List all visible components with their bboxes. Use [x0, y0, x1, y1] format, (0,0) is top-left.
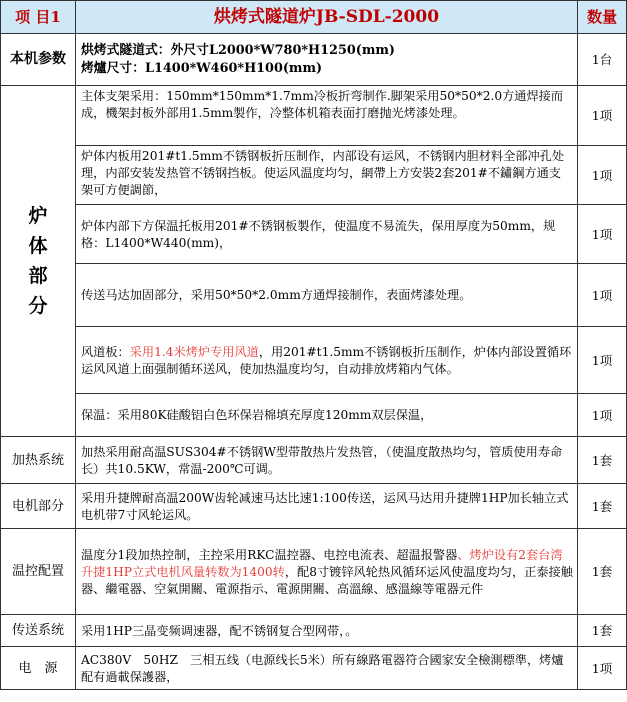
temp-text-pre: 温度分1段加热控制，主控采用RKC温控器、电控电流表、超温报警器 — [81, 547, 458, 562]
params-qty: 1台 — [578, 34, 627, 86]
category-heating: 加热系统 — [0, 437, 76, 484]
furnace-row-5-qty: 1项 — [578, 327, 627, 394]
motor-desc — [76, 484, 578, 529]
category-furnace — [0, 86, 76, 437]
heating-text: 加热采用耐高温SUS304#不锈钢W型带散热片发热管，（使温度散热均匀，管质使用寿命长）共10.5KW，常温-200℃可调。 — [81, 444, 563, 476]
temp-text — [81, 547, 573, 598]
category-power: 电 源 — [0, 647, 76, 690]
furnace-row-4-qty: 1项 — [578, 264, 627, 327]
header-item: 项 目1 — [0, 0, 76, 34]
params-line-1: 烘烤式隧道式：外尺寸L2000*W780*H1250(mm) — [81, 43, 395, 58]
temp-qty: 1套 — [578, 529, 627, 615]
category-temp: 温控配置 — [0, 529, 76, 615]
furnace-row-2 — [76, 146, 578, 205]
furnace-row-3-text: 炉体内部下方保温托板用201#不锈钢板製作，使温度不易流失，保用厚度为50mm，规格：L1400*W440(mm)， — [81, 218, 556, 250]
category-furnace-label: 炉体部分 — [28, 205, 48, 317]
air-duct-detail: ，用201#t1.5mm不锈钢板折压制作，炉体内部设置循环运风风道上面强制循环送风，使加热温度均匀，自动排放烤箱内气体。 — [81, 344, 572, 376]
power-desc — [76, 647, 578, 690]
furnace-row-3 — [76, 205, 578, 264]
header-qty: 数量 — [578, 0, 627, 34]
furnace-row-6-text: 保温：采用80K硅酸铝白色环保岩棉填充厚度120mm双层保温， — [81, 408, 433, 422]
category-motor: 电机部分 — [0, 484, 76, 529]
conveyor-text: 采用1HP三晶变频调速器，配不锈钢复合型网带，。 — [81, 623, 358, 638]
motor-qty: 1套 — [578, 484, 627, 529]
air-duct-label: 风道板： — [81, 344, 130, 359]
conveyor-qty: 1套 — [578, 615, 627, 647]
furnace-row-6 — [76, 394, 578, 437]
furnace-row-1 — [76, 86, 578, 146]
temp-text-highlight: 、烤炉设有2套台湾升捷1HP立式电机风量转数为1400转 — [81, 547, 563, 579]
category-params: 本机参数 — [0, 34, 76, 86]
furnace-row-4 — [76, 264, 578, 327]
temp-text-post: ，配8寸镀锌风轮热风循环运风使温度均匀，正泰接触器、繼電器、空氣開關、電源指示、電源開關、高溫線、感溫線等電器元件 — [81, 564, 573, 596]
conveyor-desc — [76, 615, 578, 647]
temp-desc — [76, 529, 578, 615]
furnace-row-4-text: 传送马达加固部分，采用50*50*2.0mm方通焊接制作，表面烤漆处理。 — [81, 288, 472, 302]
category-conveyor: 传送系统 — [0, 615, 76, 647]
params-desc — [76, 34, 578, 86]
params-line-2: 烤爐尺寸：L1400*W460*H100(mm) — [81, 61, 323, 76]
furnace-row-5 — [76, 327, 578, 394]
furnace-row-5-text — [81, 344, 573, 378]
power-text: AC380V 50HZ 三相五线（电源线长5米）所有線路電器符合國家安全檢測標準，烤爐配有過載保護器， — [81, 652, 564, 684]
furnace-row-3-qty: 1项 — [578, 205, 627, 264]
power-qty: 1项 — [578, 647, 627, 690]
motor-text: 采用升捷牌耐高温200W齿轮减速马达比速1:100传送，运风马达用升捷牌1HP加长轴立式电机带7寸风轮运风。 — [81, 490, 569, 522]
heating-qty: 1套 — [578, 437, 627, 484]
furnace-row-1-text: 主体支架采用：150mm*150mm*1.7mm冷板折弯制作.脚架采用50*50*2.0方通焊接而成，機架封板外部用1.5mm製作，冷整体机箱表面打磨抛光烤漆处理。 — [81, 89, 564, 120]
furnace-row-2-qty: 1项 — [578, 146, 627, 205]
furnace-row-1-qty: 1项 — [578, 86, 627, 146]
air-duct-highlight: 采用1.4米烤炉专用风道 — [129, 344, 259, 359]
header-title: 烘烤式隧道炉JB-SDL-2000 — [76, 0, 578, 34]
heating-desc — [76, 437, 578, 484]
furnace-row-6-qty: 1项 — [578, 394, 627, 437]
furnace-row-2-text: 炉体内板用201#t1.5mm不锈钢板折压制作，内部设有运风，不锈钢内胆材料全部冲孔处理，内部安装发热管不锈钢挡板。使运风温度均匀，網帶上方安裝2套201#不鏽鋼方通支架可方便調節， — [81, 149, 565, 197]
